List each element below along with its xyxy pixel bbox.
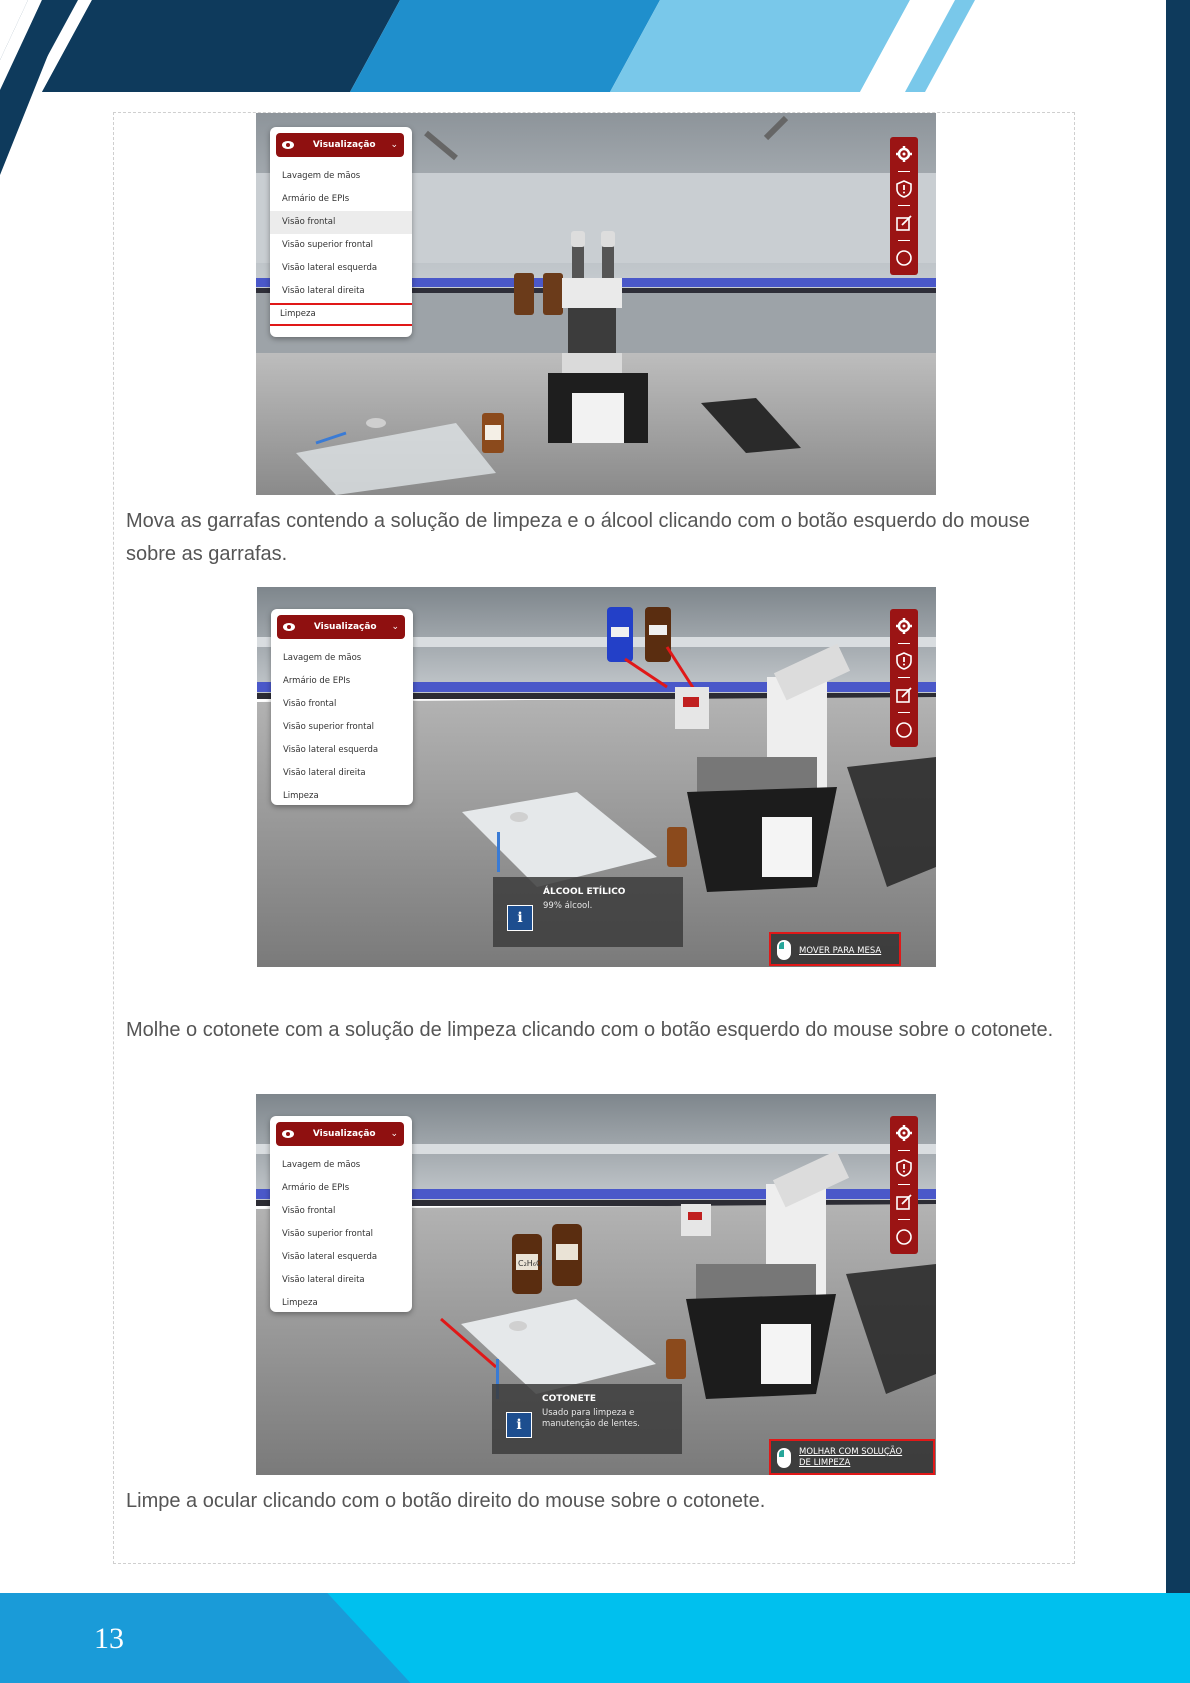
- menu-item-lavagem[interactable]: Lavagem de mãos: [283, 653, 362, 663]
- toolbar-separator: [898, 1219, 910, 1220]
- info-description-line-1: Usado para limpeza e: [542, 1408, 635, 1418]
- side-toolbar: [890, 137, 918, 275]
- action-label-line-2: DE LIMPEZA: [799, 1458, 851, 1468]
- object-info-box: [493, 877, 683, 947]
- side-toolbar: [890, 1116, 918, 1254]
- menu-item-armario[interactable]: Armário de EPIs: [283, 676, 351, 686]
- screenshot-frontal-view: [256, 113, 936, 495]
- menu-item-visao-lateral-esquerda[interactable]: Visão lateral esquerda: [283, 745, 379, 755]
- edit-icon[interactable]: [895, 1193, 913, 1211]
- menu-item-visao-superior[interactable]: Visão superior frontal: [282, 1229, 374, 1239]
- right-edge-bar: [1166, 0, 1190, 1683]
- menu-item-visao-frontal[interactable]: Visão frontal: [283, 699, 337, 709]
- menu-item-visao-lateral-direita[interactable]: Visão lateral direita: [282, 1275, 365, 1285]
- circle-icon[interactable]: [895, 1228, 913, 1246]
- visualization-menu: [270, 127, 412, 337]
- left-stripe-decoration: [0, 0, 120, 200]
- menu-item-visao-lateral-direita[interactable]: Visão lateral direita: [283, 768, 366, 778]
- menu-list: [270, 165, 412, 326]
- info-icon: i: [507, 905, 533, 931]
- menu-header-label: Visualização: [313, 622, 377, 632]
- chevron-down-icon: ⌄: [391, 622, 399, 632]
- info-description: 99% álcool.: [543, 901, 593, 911]
- menu-item-lavagem[interactable]: Lavagem de mãos: [282, 171, 361, 181]
- menu-item-limpeza[interactable]: Limpeza: [283, 791, 319, 801]
- menu-list: [270, 1154, 412, 1312]
- toolbar-separator: [898, 712, 910, 713]
- toolbar-separator: [898, 205, 910, 206]
- action-button-mover[interactable]: [769, 932, 901, 966]
- toolbar-separator: [898, 1184, 910, 1185]
- action-label-line-1: MOLHAR COM SOLUÇÃO: [799, 1447, 903, 1457]
- info-title: ÁLCOOL ETÍLICO: [543, 887, 626, 897]
- menu-item-visao-superior[interactable]: Visão superior frontal: [283, 722, 375, 732]
- shield-alert-icon[interactable]: [895, 1159, 913, 1177]
- visualization-dropdown[interactable]: [276, 1122, 404, 1146]
- instruction-paragraph-1: Mova as garrafas contendo a solução de limpeza e o álcool clicando com o botão esquerdo do mouse sobre as garrafas.: [126, 510, 1030, 565]
- edit-icon[interactable]: [895, 686, 913, 704]
- chevron-down-icon: ⌄: [390, 1129, 398, 1139]
- info-icon: i: [506, 1412, 532, 1438]
- menu-item-limpeza[interactable]: Limpeza: [282, 1298, 318, 1308]
- eye-icon: [282, 141, 294, 149]
- screenshot-wet-swab: [256, 1094, 936, 1475]
- action-button-molhar[interactable]: [769, 1439, 935, 1475]
- visualization-dropdown[interactable]: [276, 133, 404, 157]
- visualization-dropdown[interactable]: [277, 615, 405, 639]
- mouse-icon: [777, 940, 791, 960]
- menu-item-visao-lateral-esquerda[interactable]: Visão lateral esquerda: [282, 263, 378, 273]
- edit-icon[interactable]: [895, 214, 913, 232]
- visualization-menu: [270, 1116, 412, 1312]
- action-label: MOVER PARA MESA: [799, 946, 882, 956]
- gear-icon[interactable]: [895, 1124, 913, 1142]
- menu-header-label: Visualização: [312, 140, 376, 150]
- instruction-paragraph-3: Limpe a ocular clicando com o botão direito do mouse sobre o cotonete.: [126, 1490, 766, 1512]
- instruction-paragraph-2: Molhe o cotonete com a solução de limpeza clicando com o botão esquerdo do mouse sobre o cotonete.: [126, 1019, 1054, 1041]
- toolbar-separator: [898, 171, 910, 172]
- eye-icon: [282, 1130, 294, 1138]
- menu-header-label: Visualização: [312, 1129, 376, 1139]
- toolbar-separator: [898, 677, 910, 678]
- menu-item-visao-lateral-esquerda[interactable]: Visão lateral esquerda: [282, 1252, 378, 1262]
- header-banner: [0, 0, 1190, 100]
- toolbar-separator: [898, 643, 910, 644]
- menu-item-lavagem[interactable]: Lavagem de mãos: [282, 1160, 361, 1170]
- chevron-down-icon: ⌄: [390, 140, 398, 150]
- shield-alert-icon[interactable]: [895, 180, 913, 198]
- menu-item-visao-frontal[interactable]: Visão frontal: [270, 211, 412, 234]
- info-description-line-2: manutenção de lentes.: [542, 1419, 640, 1429]
- circle-icon[interactable]: [895, 249, 913, 267]
- bottle-label: C₂H₆O: [518, 1259, 543, 1268]
- menu-item-armario[interactable]: Armário de EPIs: [282, 194, 350, 204]
- mouse-icon: [777, 1448, 791, 1468]
- side-toolbar: [890, 609, 918, 747]
- footer-banner: [0, 1593, 1190, 1683]
- menu-item-armario[interactable]: Armário de EPIs: [282, 1183, 350, 1193]
- shield-alert-icon[interactable]: [895, 652, 913, 670]
- page-number: 13: [94, 1622, 124, 1655]
- eye-icon: [283, 623, 295, 631]
- menu-item-visao-frontal[interactable]: Visão frontal: [282, 1206, 336, 1216]
- menu-item-visao-superior[interactable]: Visão superior frontal: [282, 240, 374, 250]
- gear-icon[interactable]: [895, 145, 913, 163]
- info-title: COTONETE: [542, 1394, 597, 1404]
- visualization-menu: [271, 609, 413, 805]
- gear-icon[interactable]: [895, 617, 913, 635]
- object-info-box: [492, 1384, 682, 1454]
- screenshot-move-bottles: [257, 587, 936, 967]
- circle-icon[interactable]: [895, 721, 913, 739]
- toolbar-separator: [898, 1150, 910, 1151]
- toolbar-separator: [898, 240, 910, 241]
- menu-item-visao-lateral-direita[interactable]: Visão lateral direita: [282, 286, 365, 296]
- menu-item-limpeza[interactable]: Limpeza: [270, 303, 412, 326]
- menu-list: [271, 647, 413, 805]
